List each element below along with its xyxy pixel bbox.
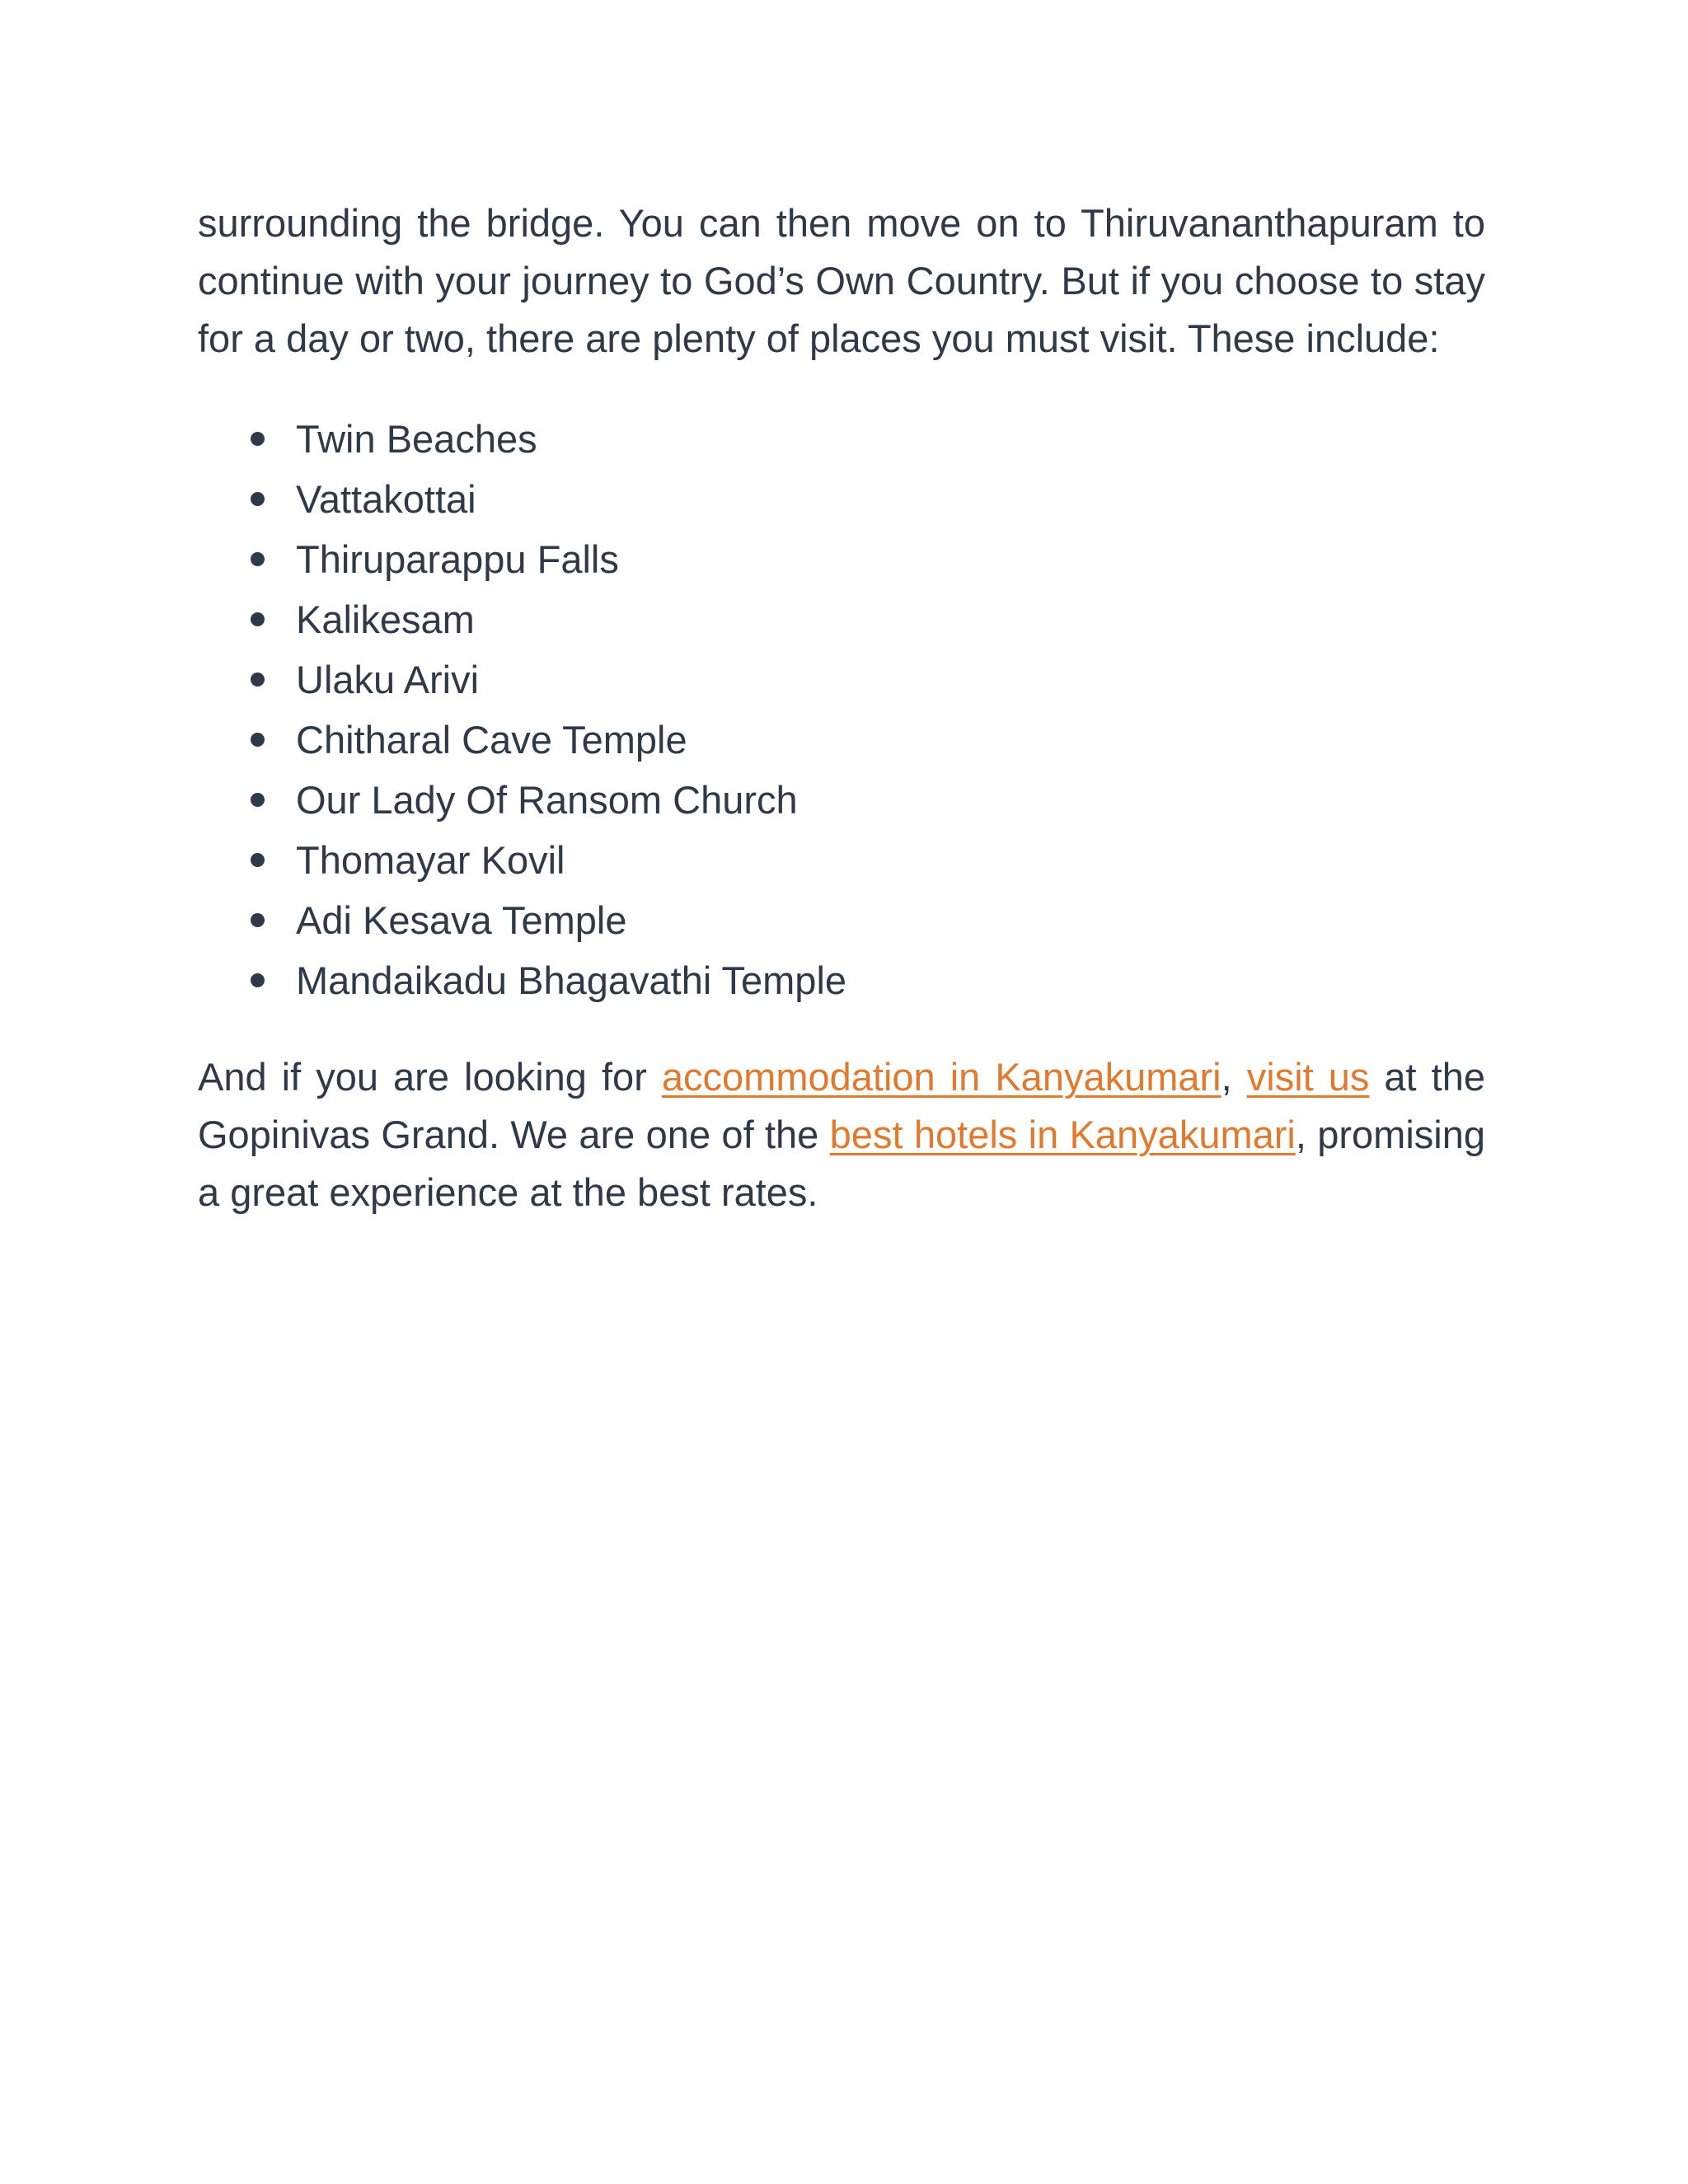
list-item-label: Thomayar Kovil	[296, 838, 565, 882]
bullet-icon	[251, 913, 265, 927]
closing-text-3: at the Gopinivas Grand. We are one of the	[198, 1055, 1485, 1156]
list-item	[198, 589, 1485, 649]
bullet-icon	[251, 432, 265, 446]
bullet-icon	[251, 733, 265, 747]
list-item	[198, 830, 1485, 890]
list-item-label: Mandaikadu Bhagavathi Temple	[296, 958, 847, 1002]
list-item-label: Ulaku Arivi	[296, 658, 480, 701]
bullet-icon	[251, 973, 265, 987]
list-item	[198, 770, 1485, 830]
closing-text-4: , promising a great experience at the best rates.	[198, 1113, 1485, 1214]
list-item	[198, 649, 1485, 710]
visit-us-link[interactable]: visit us	[1246, 1055, 1370, 1099]
list-item-label: Our Lady Of Ransom Church	[296, 778, 798, 822]
list-item	[198, 950, 1485, 1010]
list-item-label: Adi Kesava Temple	[296, 898, 627, 942]
list-item	[198, 469, 1485, 529]
bullet-icon	[251, 673, 265, 687]
list-item-label: Chitharal Cave Temple	[296, 718, 687, 762]
list-item-label: Thiruparappu Falls	[296, 537, 619, 581]
list-item	[198, 890, 1485, 950]
bullet-icon	[251, 853, 265, 867]
list-item-label: Kalikesam	[296, 598, 475, 641]
accommodation-link[interactable]: accommodation in Kanyakumari	[661, 1055, 1221, 1099]
bullet-icon	[251, 492, 265, 506]
document-body	[198, 194, 1485, 1221]
list-item	[198, 409, 1485, 469]
places-list	[198, 409, 1485, 1010]
closing-text-1: And if you are looking for	[198, 1055, 662, 1099]
bullet-icon	[251, 552, 265, 566]
list-item-label: Vattakottai	[296, 477, 476, 521]
list-item	[198, 710, 1485, 770]
bullet-icon	[251, 793, 265, 807]
intro-paragraph: surrounding the bridge. You can then move on to Thiruvananthapuram to continue with your journey to God’s Own Country. But if you choose to stay for a day or two, there are plenty of places you must visit. These include:	[198, 201, 1485, 360]
list-item-label: Twin Beaches	[296, 417, 537, 461]
list-item	[198, 529, 1485, 589]
bullet-icon	[251, 612, 265, 626]
best-hotels-link[interactable]: best hotels in Kanyakumari	[829, 1113, 1296, 1156]
closing-text-2: ,	[1221, 1055, 1247, 1099]
closing-paragraph	[198, 1048, 1485, 1221]
